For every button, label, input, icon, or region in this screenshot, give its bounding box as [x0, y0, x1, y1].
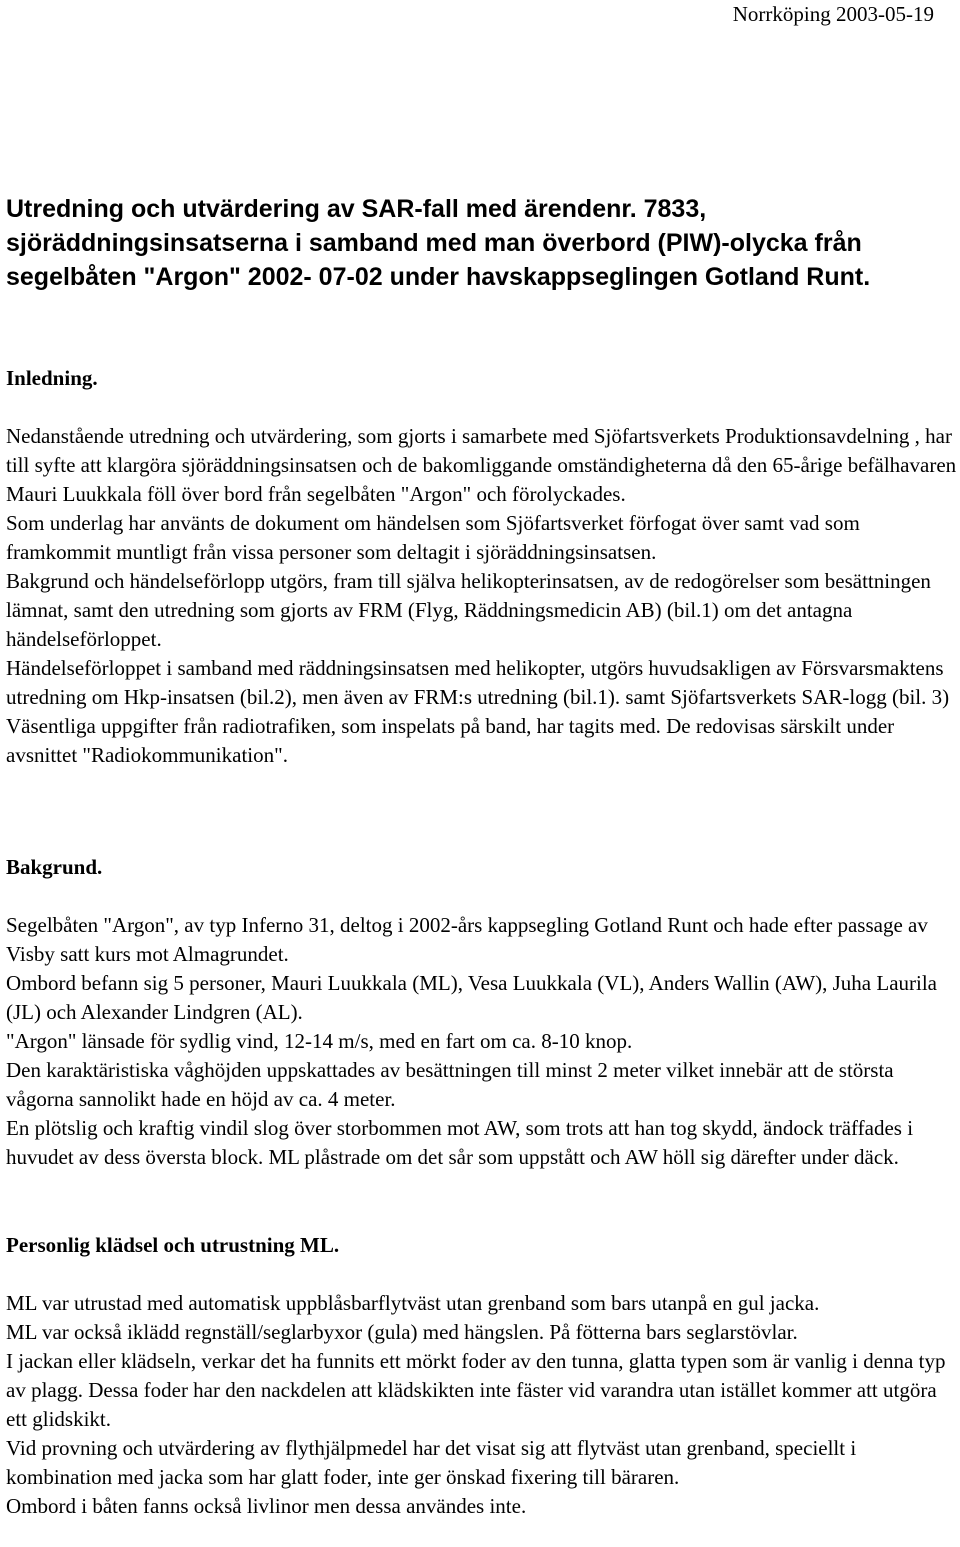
paragraph: ML var också iklädd regnställ/seglarbyxor (gula) med hängslen. På fötterna bars seglarstövlar.: [6, 1320, 798, 1344]
paragraph: Bakgrund och händelseförlopp utgörs, fram till själva helikopterinsatsen, av de redogörelser som besättningen lämnat, samt den utredning som gjorts av FRM (Flyg, Räddningsmedicin AB) (bil.1) om det antagna händelseförloppet.: [6, 569, 931, 651]
section-heading: Inledning.: [6, 366, 98, 390]
paragraph: ML var utrustad med automatisk uppblåsbarflytväst utan grenband som bars utanpå en gul jacka.: [6, 1291, 820, 1315]
paragraph: Som underlag har använts de dokument om händelsen som Sjöfartsverket förfogat över samt vad som framkommit muntligt från vissa personer som deltagit i sjöräddningsinsatsen.: [6, 511, 860, 564]
section-inledning: [6, 364, 960, 770]
paragraph: Väsentliga uppgifter från radiotrafiken, som inspelats på band, har tagits med. De redovisas särskilt under avsnittet "Radiokommunikation".: [6, 714, 895, 767]
paragraph: Händelseförloppet i samband med räddningsinsatsen med helikopter, utgörs huvudsakligen av Försvarsmaktens utredning om Hkp-insatsen (bil.2), men även av FRM:s utredning (bil.1). samt Sjöfartsverkets SAR-logg (bil. 3): [6, 656, 950, 709]
paragraph: Segelbåten "Argon", av typ Inferno 31, deltog i 2002-års kappsegling Gotland Runt och hade efter passage av Visby satt kurs mot Almagrundet.: [6, 913, 928, 966]
section-personlig-kladsel: [6, 1231, 960, 1521]
paragraph: Nedanstående utredning och utvärdering, som gjorts i samarbete med Sjöfartsverkets Produktionsavdelning , har till syfte att klargöra sjöräddningsinsatsen och de bakomliggande omständigheterna då den 65-årige befälhavaren Mauri Luukkala föll över bord från segelbåten "Argon" och förolyckades.: [6, 424, 957, 506]
section-heading: Personlig klädsel och utrustning ML.: [6, 1233, 340, 1257]
section-heading: Bakgrund.: [6, 855, 103, 879]
paragraph: "Argon" länsade för sydlig vind, 12-14 m/s, med en fart om ca. 8-10 knop.: [6, 1029, 633, 1053]
paragraph: En plötslig och kraftig vindil slog över storbommen mot AW, som trots att han tog skydd, ändock träffades i huvudet av dess översta block. ML plåstrade om det sår som uppstått och AW höll sig därefter under däck.: [6, 1116, 914, 1169]
section-bakgrund: [6, 853, 960, 1172]
paragraph: Vid provning och utvärdering av flythjälpmedel har det visat sig att flytväst utan grenband, speciellt i kombination med jacka som har glatt foder, inte ger önskad fixering till bäraren.: [6, 1436, 857, 1489]
document-date: Norrköping 2003-05-19: [732, 2, 934, 26]
paragraph: I jackan eller klädseln, verkar det ha funnits ett mörkt foder av den tunna, glatta typen som är vanlig i denna typ av plagg. Dessa foder har den nackdelen att klädskikten inte fäster vid varandra utan istället kommer att utgöra ett glidskikt.: [6, 1349, 946, 1431]
paragraph: Ombord befann sig 5 personer, Mauri Luukkala (ML), Vesa Luukkala (VL), Anders Wallin (AW), Juha Laurila (JL) och Alexander Lindgren (AL).: [6, 971, 938, 1024]
paragraph: Den karaktäristiska våghöjden uppskattades av besättningen till minst 2 meter vilket innebär att de största vågorna sannolikt hade en höjd av ca. 4 meter.: [6, 1058, 894, 1111]
paragraph: Ombord i båten fanns också livlinor men dessa användes inte.: [6, 1494, 527, 1518]
document-title: Utredning och utvärdering av SAR-fall med ärendenr. 7833, sjöräddningsinsatserna i samband med man överbord (PIW)-olycka från segelbåten "Argon" 2002- 07-02 under havskappseglingen Gotland Runt.: [6, 195, 871, 291]
